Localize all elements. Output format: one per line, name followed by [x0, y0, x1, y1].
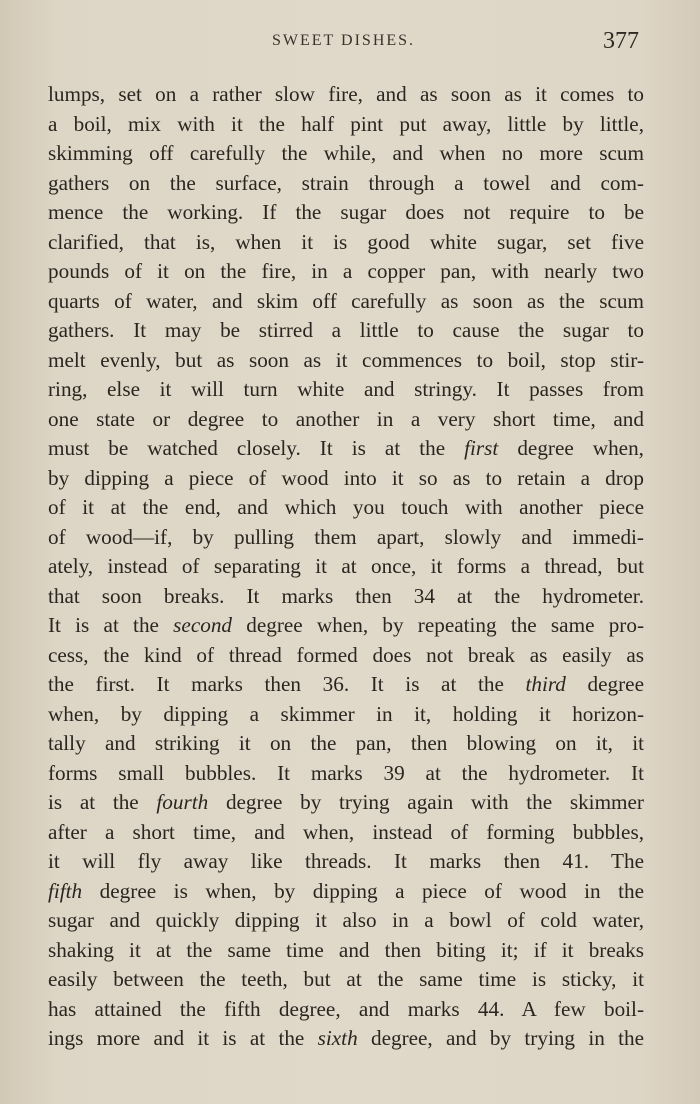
text-line — [48, 759, 644, 789]
text-run: degree — [565, 672, 644, 696]
text-run: degree by trying again with the skimmer — [208, 790, 644, 814]
text-line — [48, 405, 644, 435]
text-run: ring, else it will turn white and stringy. It passes from — [48, 377, 644, 401]
text-line — [48, 729, 644, 759]
italic-term: sixth — [317, 1026, 358, 1050]
text-run: pounds of it on the fire, in a copper pan, with nearly two — [48, 259, 644, 283]
italic-term: second — [173, 613, 233, 637]
text-run: degree, and by trying in the — [357, 1026, 644, 1050]
text-run: clarified, that is, when it is good white sugar, set five — [48, 229, 644, 254]
text-run: one state or degree to another in a very short time, and — [48, 406, 644, 431]
text-run: tally and striking it on the pan, then blowing on it, it — [48, 731, 644, 755]
running-title: SWEET DISHES. — [272, 32, 416, 49]
text-line — [48, 906, 644, 936]
text-line — [48, 139, 644, 169]
text-run: by dipping a piece of wood into it so as to retain a drop — [48, 465, 644, 490]
text-line — [48, 818, 644, 848]
text-line — [48, 110, 644, 140]
text-run: It is at the — [48, 613, 174, 637]
text-run: forms small bubbles. It marks 39 at the hydrometer. It — [48, 760, 644, 785]
text-run: sugar and quickly dipping it also in a bowl of cold water, — [48, 908, 644, 932]
text-line — [48, 582, 644, 612]
text-run: when, by dipping a skimmer in it, holding it horizon- — [48, 701, 644, 726]
text-run: that soon breaks. It marks then 34 at the hydrometer. — [48, 583, 644, 608]
text-run: melt evenly, but as soon as it commences to boil, stop stir- — [48, 347, 644, 372]
text-line — [48, 1024, 644, 1054]
text-line — [48, 287, 644, 317]
text-run: it will fly away like threads. It marks then 41. The — [48, 849, 644, 873]
text-run: the first. It marks then 36. It is at the — [48, 672, 526, 696]
text-run: after a short time, and when, instead of forming bubbles, — [48, 819, 644, 844]
text-run: quarts of water, and skim off carefully as soon as the scum — [48, 288, 644, 313]
text-line — [48, 788, 644, 818]
text-run: of wood—if, by pulling them apart, slowly and immedi- — [48, 524, 644, 549]
text-run: a boil, mix with it the half pint put away, little by little, — [48, 111, 644, 136]
text-run: degree when, — [498, 436, 644, 460]
text-line — [48, 611, 644, 641]
text-line — [48, 700, 644, 730]
text-line — [48, 198, 644, 228]
running-head — [0, 30, 700, 56]
text-run: skimming off carefully the while, and when no more scum — [48, 141, 644, 165]
text-run: mence the working. If the sugar does not require to be — [48, 200, 644, 224]
italic-term: first — [464, 436, 499, 460]
text-line — [48, 936, 644, 966]
text-run: easily between the teeth, but at the same time is sticky, it — [48, 967, 644, 991]
italic-term: third — [525, 672, 566, 696]
text-line — [48, 346, 644, 376]
text-run: degree when, by repeating the same pro- — [232, 613, 644, 637]
text-run: cess, the kind of thread formed does not break as easily as — [48, 642, 644, 667]
text-run: must be watched closely. It is at the — [48, 436, 465, 460]
text-line — [48, 847, 644, 877]
text-line — [48, 434, 644, 464]
text-line — [48, 965, 644, 995]
text-line — [48, 670, 644, 700]
page-number: 377 — [603, 28, 639, 54]
text-line — [48, 523, 644, 553]
text-run: shaking it at the same time and then biting it; if it breaks — [48, 937, 644, 962]
text-line — [48, 877, 644, 907]
text-line — [48, 552, 644, 582]
body-text — [48, 80, 644, 1054]
text-run: degree is when, by dipping a piece of wood in the — [82, 878, 644, 903]
text-run: ately, instead of separating it at once, it forms a thread, but — [48, 554, 644, 578]
italic-term: fifth — [48, 878, 83, 903]
text-run: gathers on the surface, strain through a towel and com- — [48, 170, 644, 195]
text-line — [48, 641, 644, 671]
text-line — [48, 995, 644, 1025]
text-line — [48, 257, 644, 287]
text-line — [48, 493, 644, 523]
text-run: lumps, set on a rather slow fire, and as soon as it comes to — [48, 82, 644, 106]
text-line — [48, 375, 644, 405]
text-line — [48, 316, 644, 346]
italic-term: fourth — [156, 790, 209, 814]
text-line — [48, 228, 644, 258]
text-run: is at the — [48, 790, 157, 814]
text-run: has attained the fifth degree, and marks 44. A few boil- — [48, 996, 644, 1021]
text-line — [48, 169, 644, 199]
text-run: ings more and it is at the — [48, 1026, 318, 1050]
text-run: gathers. It may be stirred a little to cause the sugar to — [48, 318, 644, 342]
text-line — [48, 80, 644, 110]
text-run: of it at the end, and which you touch with another piece — [48, 495, 644, 519]
text-line — [48, 464, 644, 494]
